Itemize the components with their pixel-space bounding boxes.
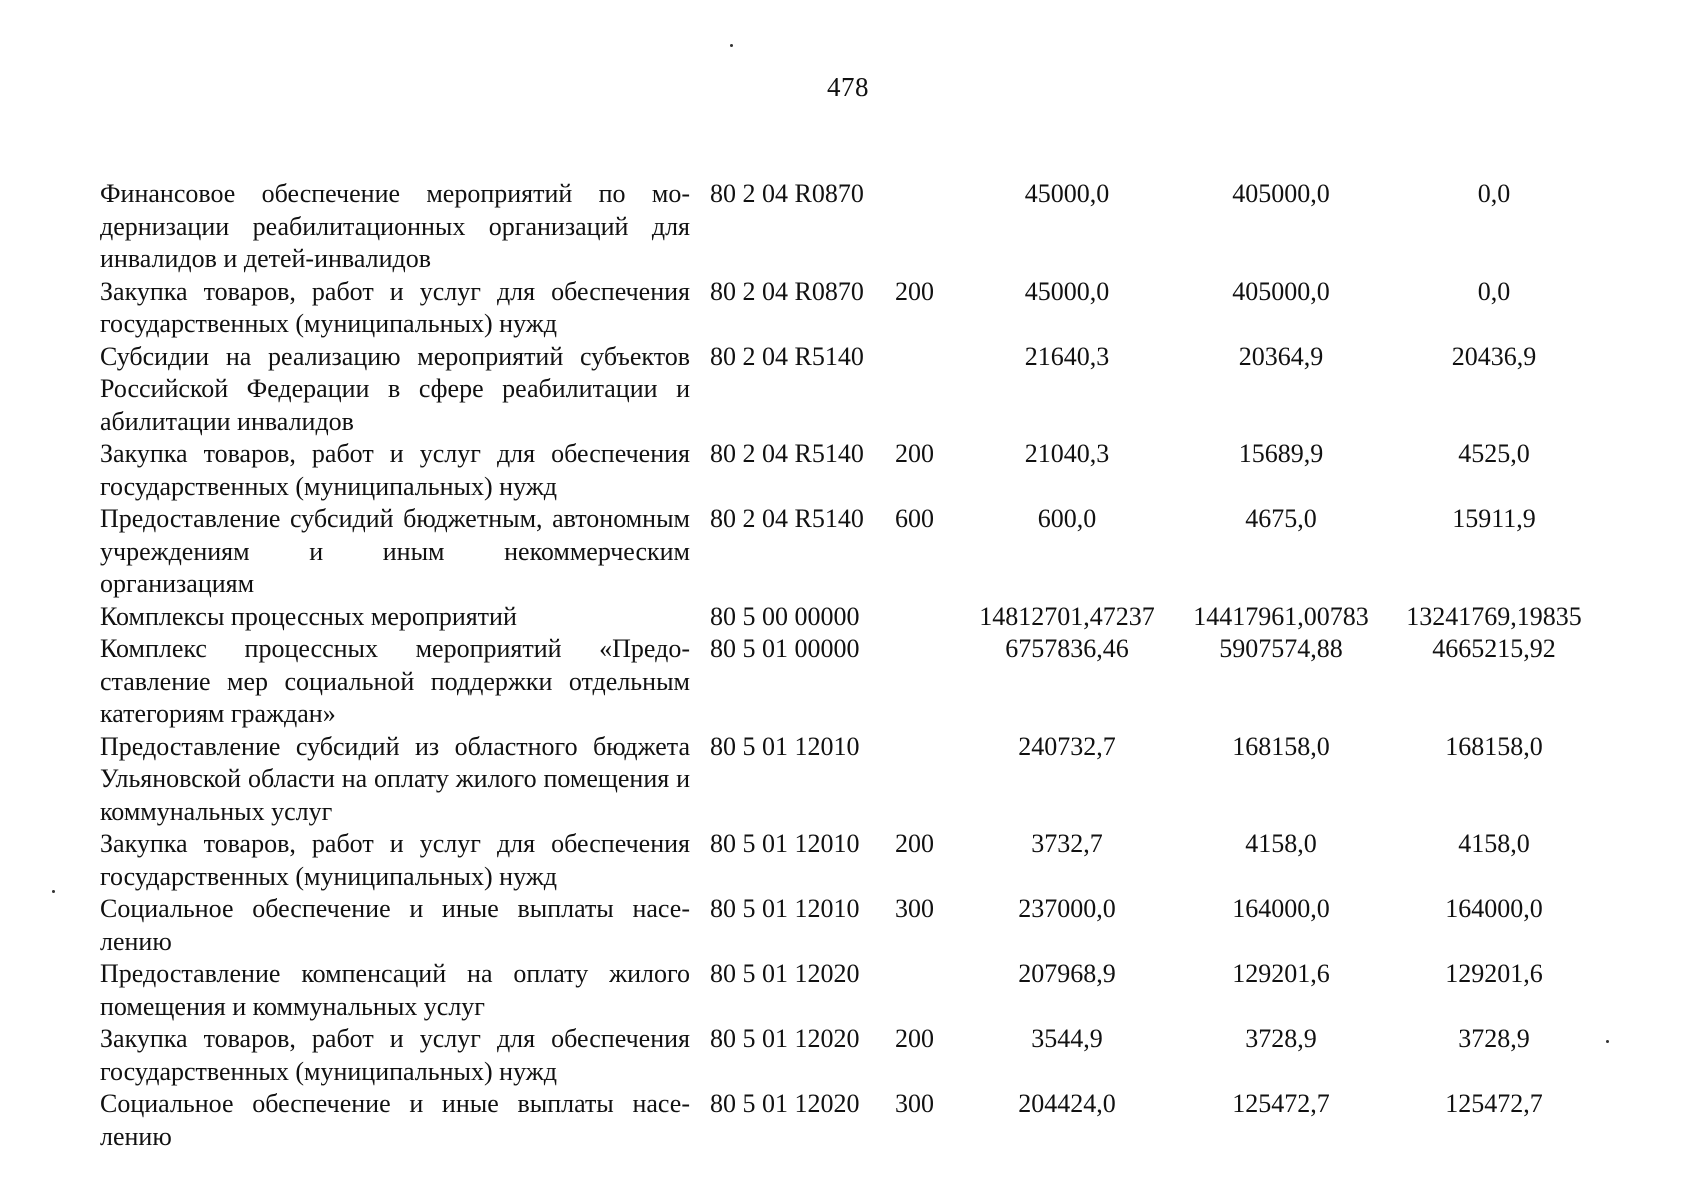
row-amount-year-2: 168158,0 <box>1232 731 1330 761</box>
row-amount-year-3: 20436,9 <box>1451 341 1537 371</box>
row-amount-year-2: 4158,0 <box>1245 829 1317 858</box>
row-expense-type <box>895 178 960 276</box>
row-amount-year-3: 168158,0 <box>1445 731 1543 761</box>
table-row <box>100 503 1600 601</box>
row-name: Предоставление субсидий бюджетным, автономным учреждениям и иным некоммерческим организациям <box>100 504 690 598</box>
row-gap <box>690 503 710 601</box>
row-code: 80 2 04 R0870 <box>710 179 864 208</box>
row-gap <box>690 438 710 503</box>
table-row <box>100 276 1600 341</box>
row-code: 80 5 01 12020 <box>710 1089 860 1118</box>
row-gap <box>690 633 710 731</box>
row-gap <box>690 828 710 893</box>
row-amount-year-2: 405000,0 <box>1232 276 1330 306</box>
row-name: Социальное обеспечение и иные выплаты населению <box>100 894 690 956</box>
row-expense-type: 200 <box>895 439 934 468</box>
row-amount-year-1: 21040,3 <box>1024 439 1110 468</box>
row-expense-type <box>895 341 960 439</box>
row-amount-year-3: 4525,0 <box>1458 439 1530 468</box>
scan-speck <box>1606 1040 1609 1043</box>
page-number: 478 <box>827 72 869 102</box>
row-amount-year-1: 45000,0 <box>1024 276 1110 306</box>
row-code: 80 5 01 12010 <box>710 894 860 923</box>
row-gap <box>690 1023 710 1088</box>
row-name: Финансовое обеспечение мероприятий по модернизации реабилитационных организаций для инвалидов и детей-инвалидов <box>100 179 690 273</box>
table-body <box>100 178 1600 1153</box>
row-expense-type: 200 <box>895 276 934 306</box>
row-amount-year-1: 3544,9 <box>1031 1024 1103 1053</box>
table-row <box>100 178 1600 276</box>
row-amount-year-1: 600,0 <box>1037 504 1097 533</box>
row-expense-type: 300 <box>895 894 934 923</box>
row-name: Закупка товаров, работ и услуг для обеспечения государственных (муниципальных) нужд <box>100 1024 690 1086</box>
row-amount-year-2: 3728,9 <box>1245 1024 1317 1053</box>
table-row <box>100 1088 1600 1153</box>
row-amount-year-2: 125472,7 <box>1232 1089 1330 1118</box>
row-expense-type <box>895 633 960 731</box>
row-amount-year-1: 14812701,47237 <box>979 601 1155 631</box>
row-code: 80 2 04 R5140 <box>710 341 864 371</box>
row-code: 80 2 04 R5140 <box>710 439 864 468</box>
row-code: 80 5 01 12010 <box>710 829 860 858</box>
table-row <box>100 341 1600 439</box>
row-name: Комплексы процессных мероприятий <box>100 601 517 631</box>
row-amount-year-3: 3728,9 <box>1458 1024 1530 1053</box>
row-gap <box>690 958 710 1023</box>
table-row <box>100 1023 1600 1088</box>
row-amount-year-2: 14417961,00783 <box>1193 601 1369 631</box>
row-amount-year-2: 15689,9 <box>1238 439 1324 468</box>
row-amount-year-1: 237000,0 <box>1018 894 1116 923</box>
table-row <box>100 731 1600 829</box>
row-amount-year-1: 6757836,46 <box>1005 634 1129 663</box>
row-amount-year-3: 13241769,19835 <box>1406 601 1582 631</box>
row-gap <box>690 731 710 829</box>
row-amount-year-3: 164000,0 <box>1445 894 1543 923</box>
budget-table <box>100 178 1600 1153</box>
row-amount-year-2: 5907574,88 <box>1219 634 1343 663</box>
scan-speck <box>52 890 55 893</box>
row-expense-type: 600 <box>895 504 934 533</box>
row-name: Закупка товаров, работ и услуг для обеспечения государственных (муниципальных) нужд <box>100 829 690 891</box>
row-gap <box>690 178 710 276</box>
row-name: Предоставление компенсаций на оплату жилого помещения и коммунальных услуг <box>100 959 690 1021</box>
row-name: Социальное обеспечение и иные выплаты населению <box>100 1089 690 1151</box>
row-gap <box>690 601 710 634</box>
row-name: Предоставление субсидий из областного бюджета Ульяновской области на оплату жилого помещения и коммунальных услуг <box>100 731 690 826</box>
row-amount-year-3: 4158,0 <box>1458 829 1530 858</box>
row-amount-year-1: 21640,3 <box>1024 341 1110 371</box>
row-amount-year-2: 405000,0 <box>1232 179 1330 208</box>
row-code: 80 5 01 12020 <box>710 959 860 988</box>
row-name: Закупка товаров, работ и услуг для обеспечения государственных (муниципальных) нужд <box>100 276 690 338</box>
table-row <box>100 958 1600 1023</box>
row-code: 80 2 04 R5140 <box>710 504 864 533</box>
row-code: 80 5 00 00000 <box>710 601 860 631</box>
row-amount-year-2: 4675,0 <box>1245 504 1317 533</box>
row-amount-year-3: 0,0 <box>1477 179 1511 208</box>
row-amount-year-1: 204424,0 <box>1018 1089 1116 1118</box>
row-amount-year-1: 240732,7 <box>1018 731 1116 761</box>
row-gap <box>690 341 710 439</box>
row-expense-type <box>895 958 960 1023</box>
row-amount-year-3: 125472,7 <box>1445 1089 1543 1118</box>
row-expense-type <box>895 731 960 829</box>
row-expense-type: 200 <box>895 1024 934 1053</box>
row-expense-type: 200 <box>895 829 934 858</box>
table-row <box>100 601 1600 634</box>
row-name: Комплекс процессных мероприятий «Предоставление мер социальной поддержки отдельным категориям граждан» <box>100 634 690 728</box>
table-row <box>100 633 1600 731</box>
row-amount-year-3: 15911,9 <box>1452 504 1536 533</box>
row-gap <box>690 276 710 341</box>
row-amount-year-3: 129201,6 <box>1445 959 1543 988</box>
table-row <box>100 828 1600 893</box>
row-amount-year-3: 4665215,92 <box>1432 634 1556 663</box>
row-code: 80 2 04 R0870 <box>710 276 864 306</box>
row-gap <box>690 893 710 958</box>
row-gap <box>690 1088 710 1153</box>
row-name: Субсидии на реализацию мероприятий субъектов Российской Федерации в сфере реабилитации и абилитации инвалидов <box>100 341 690 436</box>
row-expense-type <box>895 601 960 634</box>
row-amount-year-3: 0,0 <box>1477 276 1511 306</box>
row-amount-year-2: 129201,6 <box>1232 959 1330 988</box>
row-code: 80 5 01 12020 <box>710 1024 860 1053</box>
row-amount-year-2: 164000,0 <box>1232 894 1330 923</box>
row-amount-year-1: 45000,0 <box>1024 179 1110 208</box>
row-code: 80 5 01 00000 <box>710 634 860 663</box>
scan-speck <box>730 44 733 47</box>
row-code: 80 5 01 12010 <box>710 731 860 761</box>
row-expense-type: 300 <box>895 1089 934 1118</box>
row-amount-year-2: 20364,9 <box>1238 341 1324 371</box>
table-row <box>100 893 1600 958</box>
row-amount-year-1: 207968,9 <box>1018 959 1116 988</box>
table-row <box>100 438 1600 503</box>
row-name: Закупка товаров, работ и услуг для обеспечения государственных (муниципальных) нужд <box>100 439 690 501</box>
row-amount-year-1: 3732,7 <box>1031 829 1103 858</box>
